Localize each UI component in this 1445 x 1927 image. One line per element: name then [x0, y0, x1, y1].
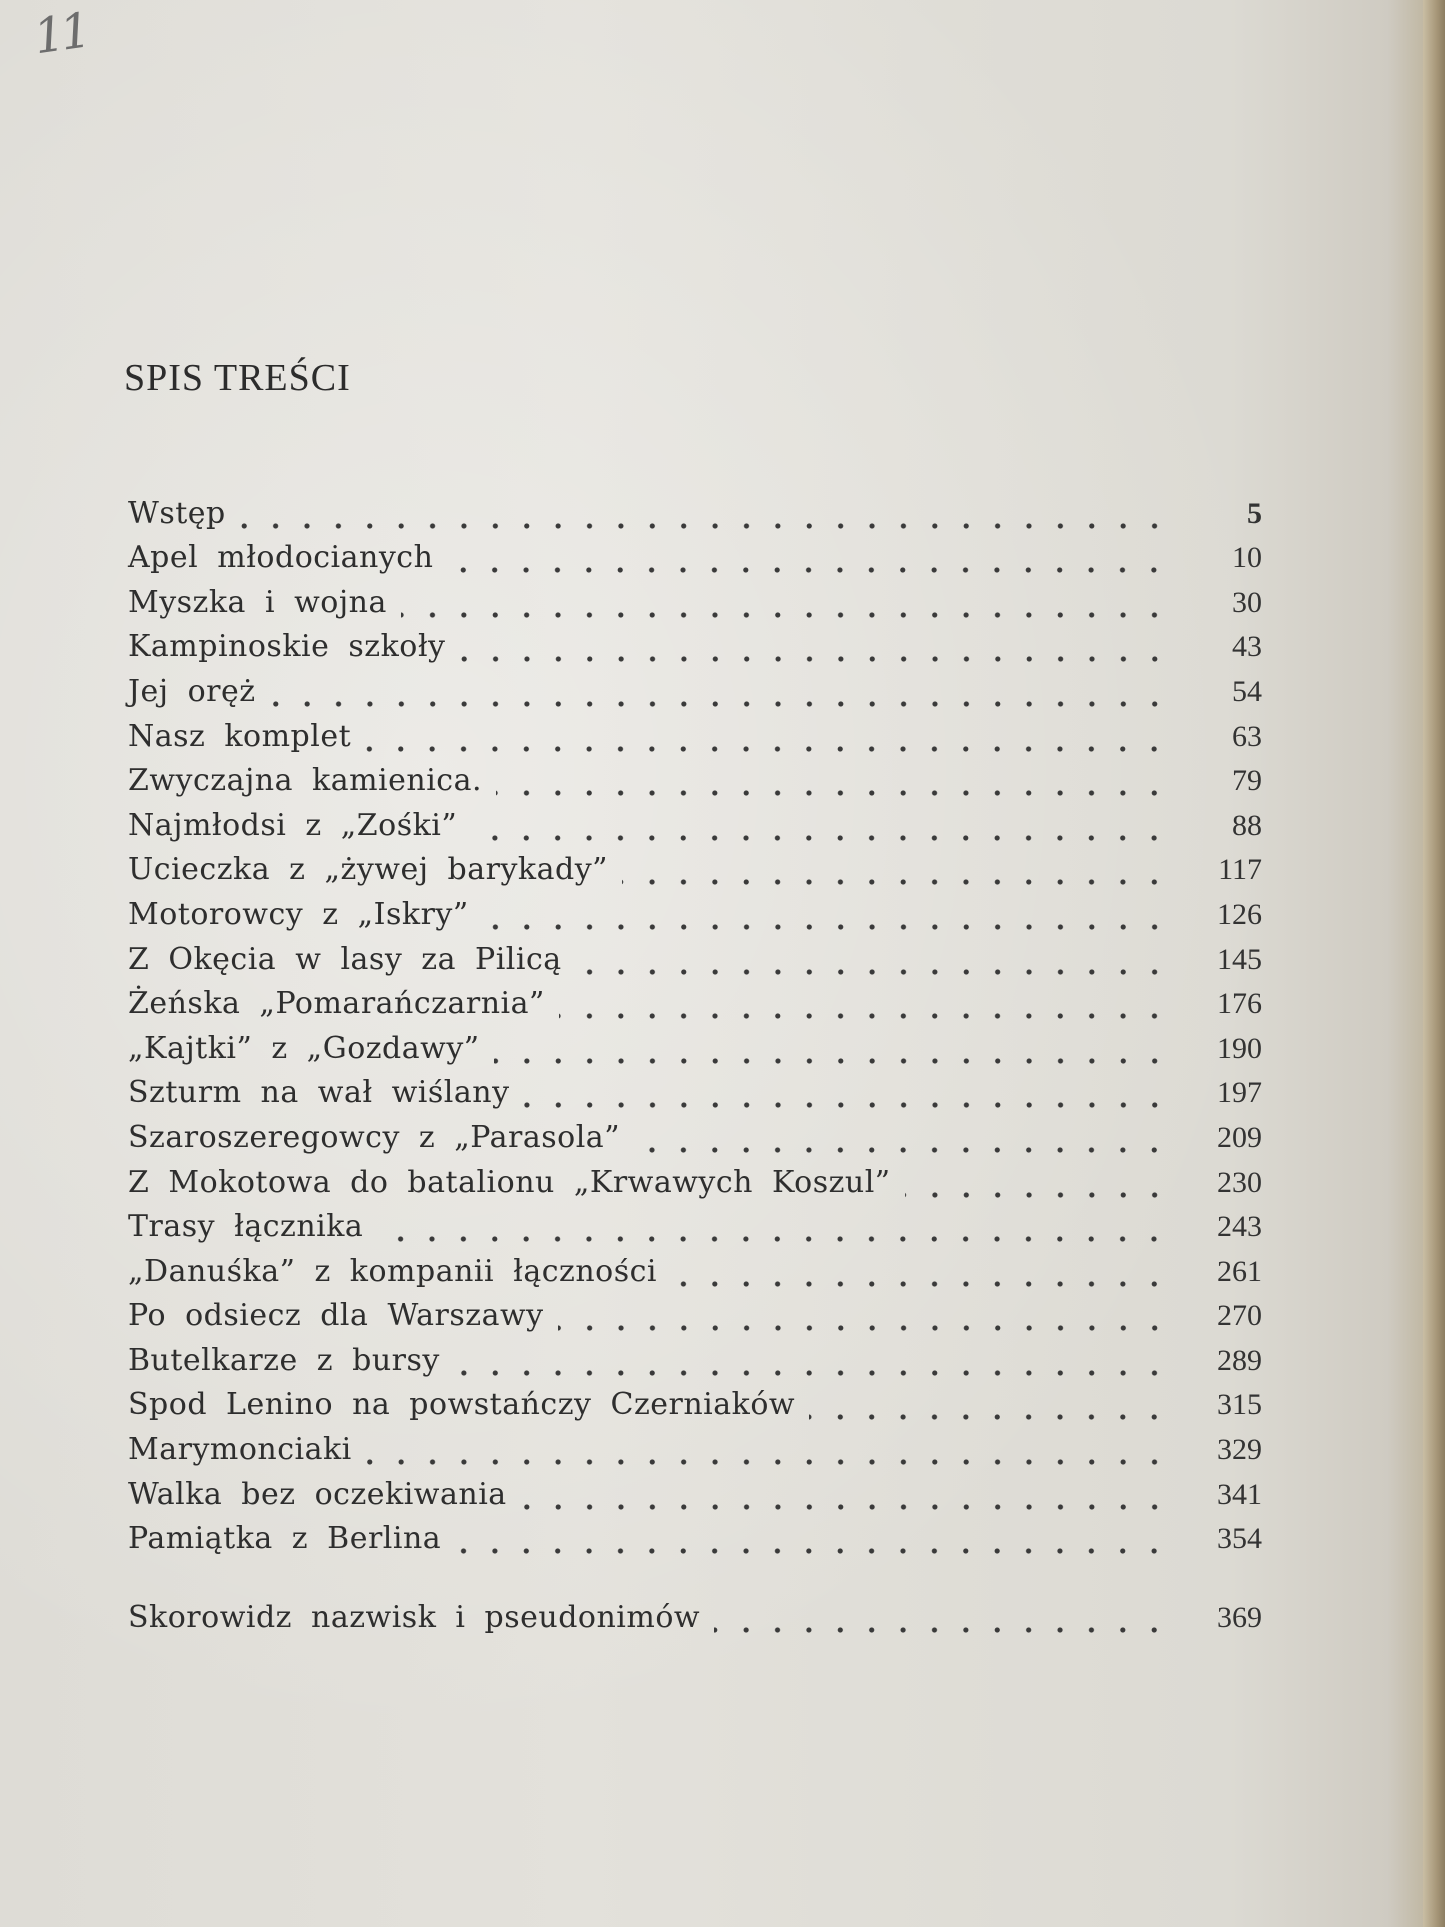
toc-entry-title: Z Okęcia w lasy za Pilicą — [128, 941, 562, 977]
toc-entry-page-number: 329 — [1217, 1433, 1262, 1467]
dot-leader — [809, 1414, 1170, 1420]
dot-leader — [454, 1370, 1170, 1376]
toc-entry — [128, 804, 1262, 849]
dot-leader — [401, 612, 1170, 618]
toc-entry-page-number: 5 — [1247, 496, 1262, 530]
toc-entry — [128, 760, 1262, 805]
page-title: SPIS TREŚCI — [124, 357, 351, 399]
dot-leader — [559, 1013, 1170, 1019]
toc-entry-title: Myszka i wojna — [128, 584, 387, 620]
dot-leader — [671, 1281, 1170, 1287]
dot-leader — [496, 790, 1170, 796]
toc-entry-page-number: 354 — [1217, 1522, 1262, 1556]
dot-leader — [460, 656, 1170, 662]
toc-entry-page-number: 176 — [1217, 987, 1262, 1021]
dot-leader — [270, 701, 1170, 707]
dot-leader — [483, 924, 1170, 930]
toc-entry-page-number: 230 — [1217, 1165, 1262, 1199]
dot-leader — [494, 1058, 1170, 1064]
toc-entry-title: „Danuśka” z kompanii łączności — [128, 1253, 658, 1289]
toc-entry-page-number: 261 — [1217, 1254, 1262, 1288]
toc-entry-title: Kampinoskie szkoły — [128, 629, 446, 665]
toc-entry-title: Najmłodsi z „Zośki” — [128, 807, 458, 843]
toc-entry-page-number: 315 — [1217, 1388, 1262, 1422]
toc-entry — [128, 1206, 1262, 1251]
dot-leader — [240, 523, 1170, 529]
toc-entry-page-number: 145 — [1217, 942, 1262, 976]
toc-entry-title: Spod Lenino na powstańczy Czerniaków — [128, 1387, 796, 1423]
toc-entry-title: Jej oręż — [128, 673, 256, 709]
toc-entry-title: Trasy łącznika — [128, 1209, 364, 1245]
toc-entry — [128, 1384, 1262, 1429]
toc-entry — [128, 626, 1262, 671]
toc-entry-title: Motorowcy z „Iskry” — [128, 896, 469, 932]
toc-entry-title: Żeńska „Pomarańczarnia” — [128, 986, 545, 1022]
dot-leader — [366, 1459, 1170, 1465]
dot-leader — [471, 835, 1170, 841]
toc-entry-title: Szturm na wał wiślany — [128, 1075, 510, 1111]
toc-entry — [128, 1596, 1262, 1641]
toc-entry — [128, 1295, 1262, 1340]
dot-leader — [558, 1325, 1170, 1331]
dot-leader — [634, 1147, 1170, 1153]
toc-entry-page-number: 10 — [1232, 541, 1262, 575]
toc-entry-title: Apel młodocianych — [128, 540, 434, 576]
toc-entry-title: Walka bez oczekiwania — [128, 1476, 507, 1512]
table-of-contents — [128, 492, 1262, 1641]
dot-leader — [905, 1192, 1170, 1198]
toc-entry — [128, 983, 1262, 1028]
toc-entry — [128, 1116, 1262, 1161]
toc-entry-title: Skorowidz nazwisk i pseudonimów — [128, 1599, 701, 1635]
toc-entry — [128, 1473, 1262, 1518]
toc-entry-page-number: 54 — [1232, 674, 1262, 708]
toc-entry — [128, 581, 1262, 626]
toc-entry-title: Nasz komplet — [128, 718, 352, 754]
toc-entry-title: Marymonciaki — [128, 1432, 352, 1468]
toc-entry — [128, 1518, 1262, 1563]
toc-entry-page-number: 88 — [1232, 808, 1262, 842]
dot-leader — [576, 969, 1170, 975]
toc-entry-page-number: 63 — [1232, 719, 1262, 753]
dot-leader — [622, 879, 1170, 885]
dot-leader — [455, 1548, 1170, 1554]
toc-entry — [128, 1072, 1262, 1117]
toc-entry-page-number: 369 — [1217, 1600, 1262, 1634]
toc-entry-page-number: 117 — [1218, 853, 1262, 887]
dot-leader — [524, 1102, 1170, 1108]
toc-entry-title: Butelkarze z bursy — [128, 1342, 440, 1378]
toc-entry — [128, 893, 1262, 938]
toc-entry — [128, 1428, 1262, 1473]
toc-entry-page-number: 289 — [1217, 1343, 1262, 1377]
handwritten-page-number: 11 — [30, 2, 91, 66]
toc-entry — [128, 670, 1262, 715]
dot-leader — [377, 1236, 1170, 1242]
toc-entry-title: Z Mokotowa do batalionu „Krwawych Koszul” — [128, 1164, 891, 1200]
toc-entry-page-number: 30 — [1232, 585, 1262, 619]
toc-entry — [128, 938, 1262, 983]
toc-entry-page-number: 126 — [1217, 897, 1262, 931]
toc-entry — [128, 492, 1262, 537]
toc-entry-page-number: 270 — [1217, 1299, 1262, 1333]
toc-entry — [128, 1027, 1262, 1072]
toc-entry — [128, 537, 1262, 582]
dot-leader — [521, 1504, 1170, 1510]
toc-entry — [128, 849, 1262, 894]
toc-entry-page-number: 43 — [1232, 630, 1262, 664]
toc-entry-title: Wstęp — [128, 495, 226, 531]
toc-entry-title: Po odsiecz dla Warszawy — [128, 1298, 544, 1334]
toc-entry-page-number: 341 — [1217, 1477, 1262, 1511]
page-edge — [1423, 0, 1445, 1927]
toc-entry-page-number: 243 — [1217, 1210, 1262, 1244]
toc-entry-page-number: 79 — [1232, 764, 1262, 798]
toc-entry — [128, 715, 1262, 760]
toc-entry-title: Zwyczajna kamienica. — [128, 763, 483, 799]
toc-entry — [128, 1161, 1262, 1206]
toc-entry-title: Szaroszeregowcy z „Parasola” — [128, 1119, 621, 1155]
toc-entry-title: „Kajtki” z „Gozdawy” — [128, 1030, 480, 1066]
dot-leader — [714, 1627, 1170, 1633]
toc-entry — [128, 1339, 1262, 1384]
dot-leader — [447, 567, 1170, 573]
toc-entry-page-number: 209 — [1217, 1120, 1262, 1154]
toc-entry-page-number: 197 — [1217, 1076, 1262, 1110]
toc-entry — [128, 1250, 1262, 1295]
toc-entry-title: Ucieczka z „żywej barykady” — [128, 852, 608, 888]
dot-leader — [365, 746, 1170, 752]
toc-entry-page-number: 190 — [1217, 1031, 1262, 1065]
toc-entry-title: Pamiątka z Berlina — [128, 1521, 442, 1557]
